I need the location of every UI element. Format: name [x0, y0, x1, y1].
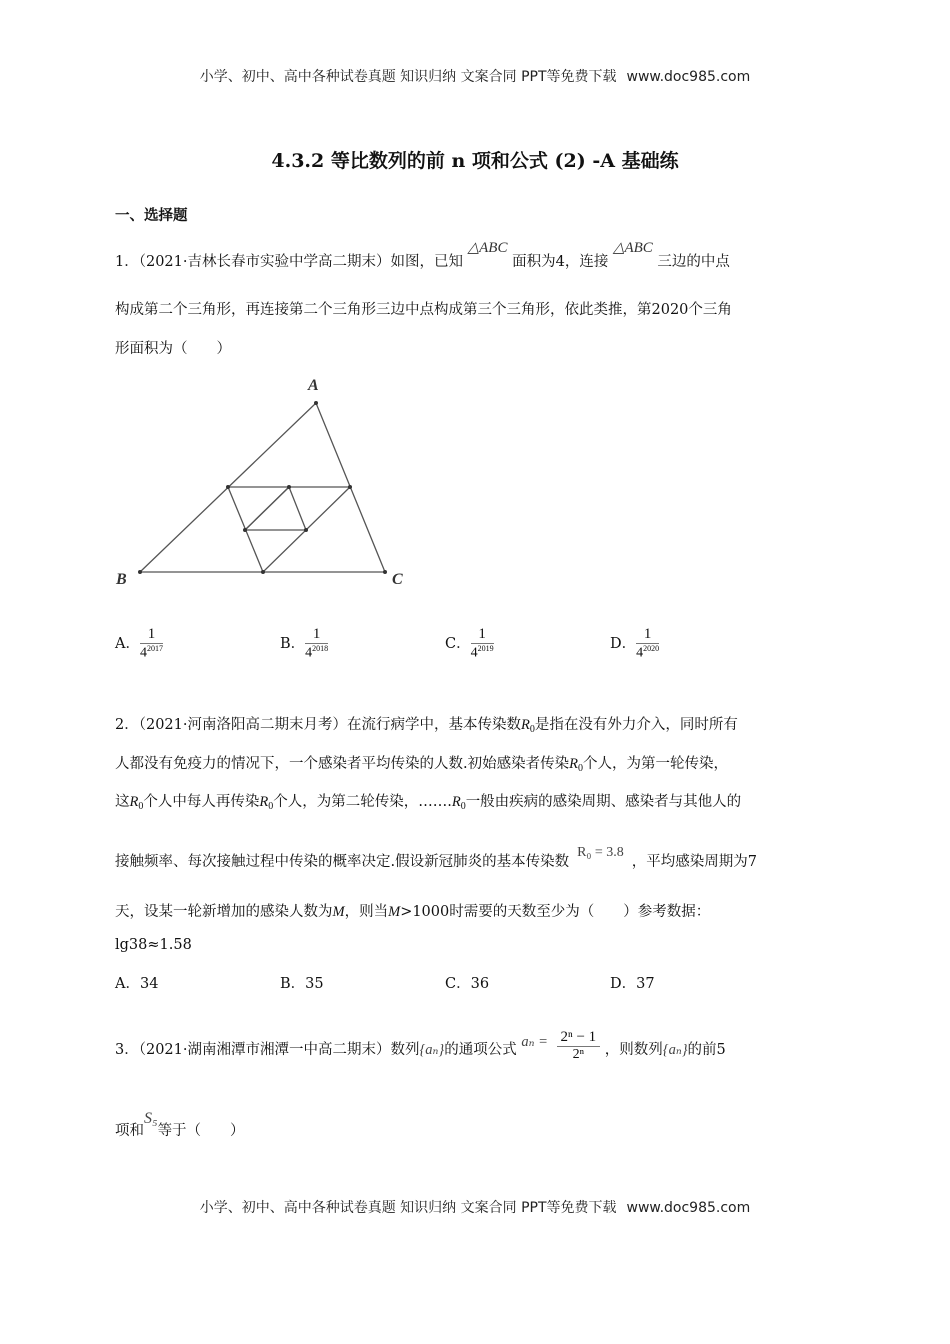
q3-text: 数列 [390, 1042, 420, 1058]
r0-formula: R₀ = 3.8 [577, 845, 624, 860]
q3-text: 的前5 [687, 1042, 726, 1058]
q1-source: （2021·吉林长春市实验中学高二期末） [138, 254, 391, 270]
q3-text: ，则数列 [604, 1042, 663, 1058]
q2-option-b[interactable]: B．35 [280, 976, 324, 992]
q2-line-6: lg38≈1.58 [115, 937, 192, 953]
q3-text: 项和 [115, 1123, 144, 1139]
q2-line-3 [115, 790, 741, 812]
vertex-label-c: C [392, 571, 403, 588]
q2-text: 天，设某一轮新增加的感染人数为 [115, 904, 333, 920]
q3-source: （2021·湖南湘潭市湘潭一中高二期末） [138, 1042, 391, 1058]
r0-symbol: $R_0$ [521, 717, 535, 735]
q2-text: 这 [115, 794, 130, 810]
q2-text: 人都没有免疫力的情况下，一个感染者平均传染的人数.初始感染者传染 [115, 756, 570, 772]
triangle-abc-2: △ABC [612, 240, 653, 256]
q3-line-1 [115, 1029, 726, 1067]
page-title: 4.3.2 等比数列的前 n 项和公式 (2) -A 基础练 [271, 150, 679, 172]
s5-symbol: S₅ [144, 1110, 158, 1127]
option-label: B． [280, 635, 306, 652]
r0-symbol: $R_0$ [259, 794, 274, 812]
vertex-label-b: B [116, 571, 127, 588]
header-url[interactable]: www.doc985.com [626, 69, 751, 85]
triangle-abc-1: △ABC [467, 240, 508, 256]
q1-option-c[interactable] [445, 626, 494, 662]
triangle-fourth-edge [245, 487, 289, 530]
q2-text: >1000时需要的天数至少为（ ）参考数据： [400, 904, 711, 920]
q1-option-d[interactable] [610, 626, 659, 662]
q3-number: 3． [115, 1042, 139, 1058]
q2-number: 2． [115, 717, 139, 733]
q2-text: 是指在没有外力介入，同时所有 [534, 717, 738, 733]
r0-symbol: $R_0$ [129, 794, 144, 812]
q2-option-c[interactable]: C．36 [445, 976, 490, 992]
vertex-label-a: A [308, 377, 319, 394]
q2-source: （2021·河南洛阳高二期末月考） [138, 717, 347, 733]
q1-option-b[interactable] [280, 626, 328, 662]
q2-line-5 [115, 900, 710, 921]
m-symbol: M [332, 904, 345, 920]
fraction: $\frac{1}{4^{2020}}$ [636, 626, 660, 661]
q2-line-2 [115, 752, 728, 774]
footer-url[interactable]: www.doc985.com [626, 1200, 751, 1216]
q1-text-b: 面积为4，连接 [512, 254, 609, 270]
option-label: C． [445, 635, 471, 652]
fraction: $\frac{1}{4^{2018}}$ [305, 626, 329, 661]
q3-text: 等于（ ） [157, 1123, 245, 1139]
q3-text: 的通项公式 [444, 1042, 517, 1058]
general-term-fraction: $\frac{\text{2ⁿ − 1}}{\text{2ⁿ}}$ [557, 1029, 601, 1063]
footer-text: 小学、初中、高中各种试卷真题 知识归纳 文案合同 PPT等免费下载 [199, 1200, 617, 1216]
q1-text-c: 三边的中点 [657, 254, 730, 270]
q2-text: . [447, 794, 452, 810]
q2-option-d[interactable]: D．37 [610, 976, 655, 992]
q1-option-a[interactable] [115, 626, 163, 662]
q1-line-1 [115, 240, 730, 271]
sequence-symbol: {aₙ} [419, 1042, 445, 1058]
section-heading: 一、选择题 [115, 207, 188, 224]
fraction: $\frac{1}{4^{2017}}$ [139, 626, 163, 661]
q2-text: 在流行病学中，基本传染数 [347, 717, 521, 733]
fraction: $\frac{1}{4^{2019}}$ [470, 626, 494, 661]
page-header [0, 66, 950, 86]
page-footer [0, 1197, 950, 1217]
q1-number: 1． [115, 254, 139, 270]
q1-line-2: 构成第二个三角形，再连接第二个三角形三边中点构成第三个三角形，依此类推，第2020个三角 [115, 302, 732, 318]
q2-text: 一般由疾病的感染周期、感染者与其他人的 [465, 794, 742, 810]
r0-symbol: $R_0$ [451, 794, 466, 812]
q2-text: ，则当 [344, 904, 389, 920]
q2-line-4 [115, 845, 757, 871]
q2-text: 个人，为第二轮传染，…… [273, 794, 448, 810]
q2-text: 个人中每人再传染 [143, 794, 260, 810]
nested-triangles-figure [108, 370, 418, 595]
option-label: D． [610, 635, 637, 652]
header-text: 小学、初中、高中各种试卷真题 知识归纳 文案合同 PPT等免费下载 [199, 69, 617, 85]
m-symbol: M [388, 904, 401, 920]
q2-text: ，平均感染周期为7 [631, 854, 757, 870]
q2-text: 个人，为第一轮传染， [582, 756, 728, 772]
q2-option-a[interactable]: A．34 [115, 976, 159, 992]
triangle-third [245, 487, 306, 530]
r0-symbol: $R_0$ [569, 756, 583, 774]
option-label: A． [115, 635, 140, 652]
q2-line-1 [115, 713, 738, 735]
q3-line-2 [115, 1110, 245, 1140]
q2-text: 接触频率、每次接触过程中传染的概率决定.假设新冠肺炎的基本传染数 [115, 854, 570, 870]
q1-text-a: 如图，已知 [390, 254, 463, 270]
sequence-symbol: {aₙ} [662, 1042, 688, 1058]
an-symbol: aₙ = [521, 1034, 548, 1050]
q1-line-3: 形面积为（ ） [115, 341, 231, 357]
